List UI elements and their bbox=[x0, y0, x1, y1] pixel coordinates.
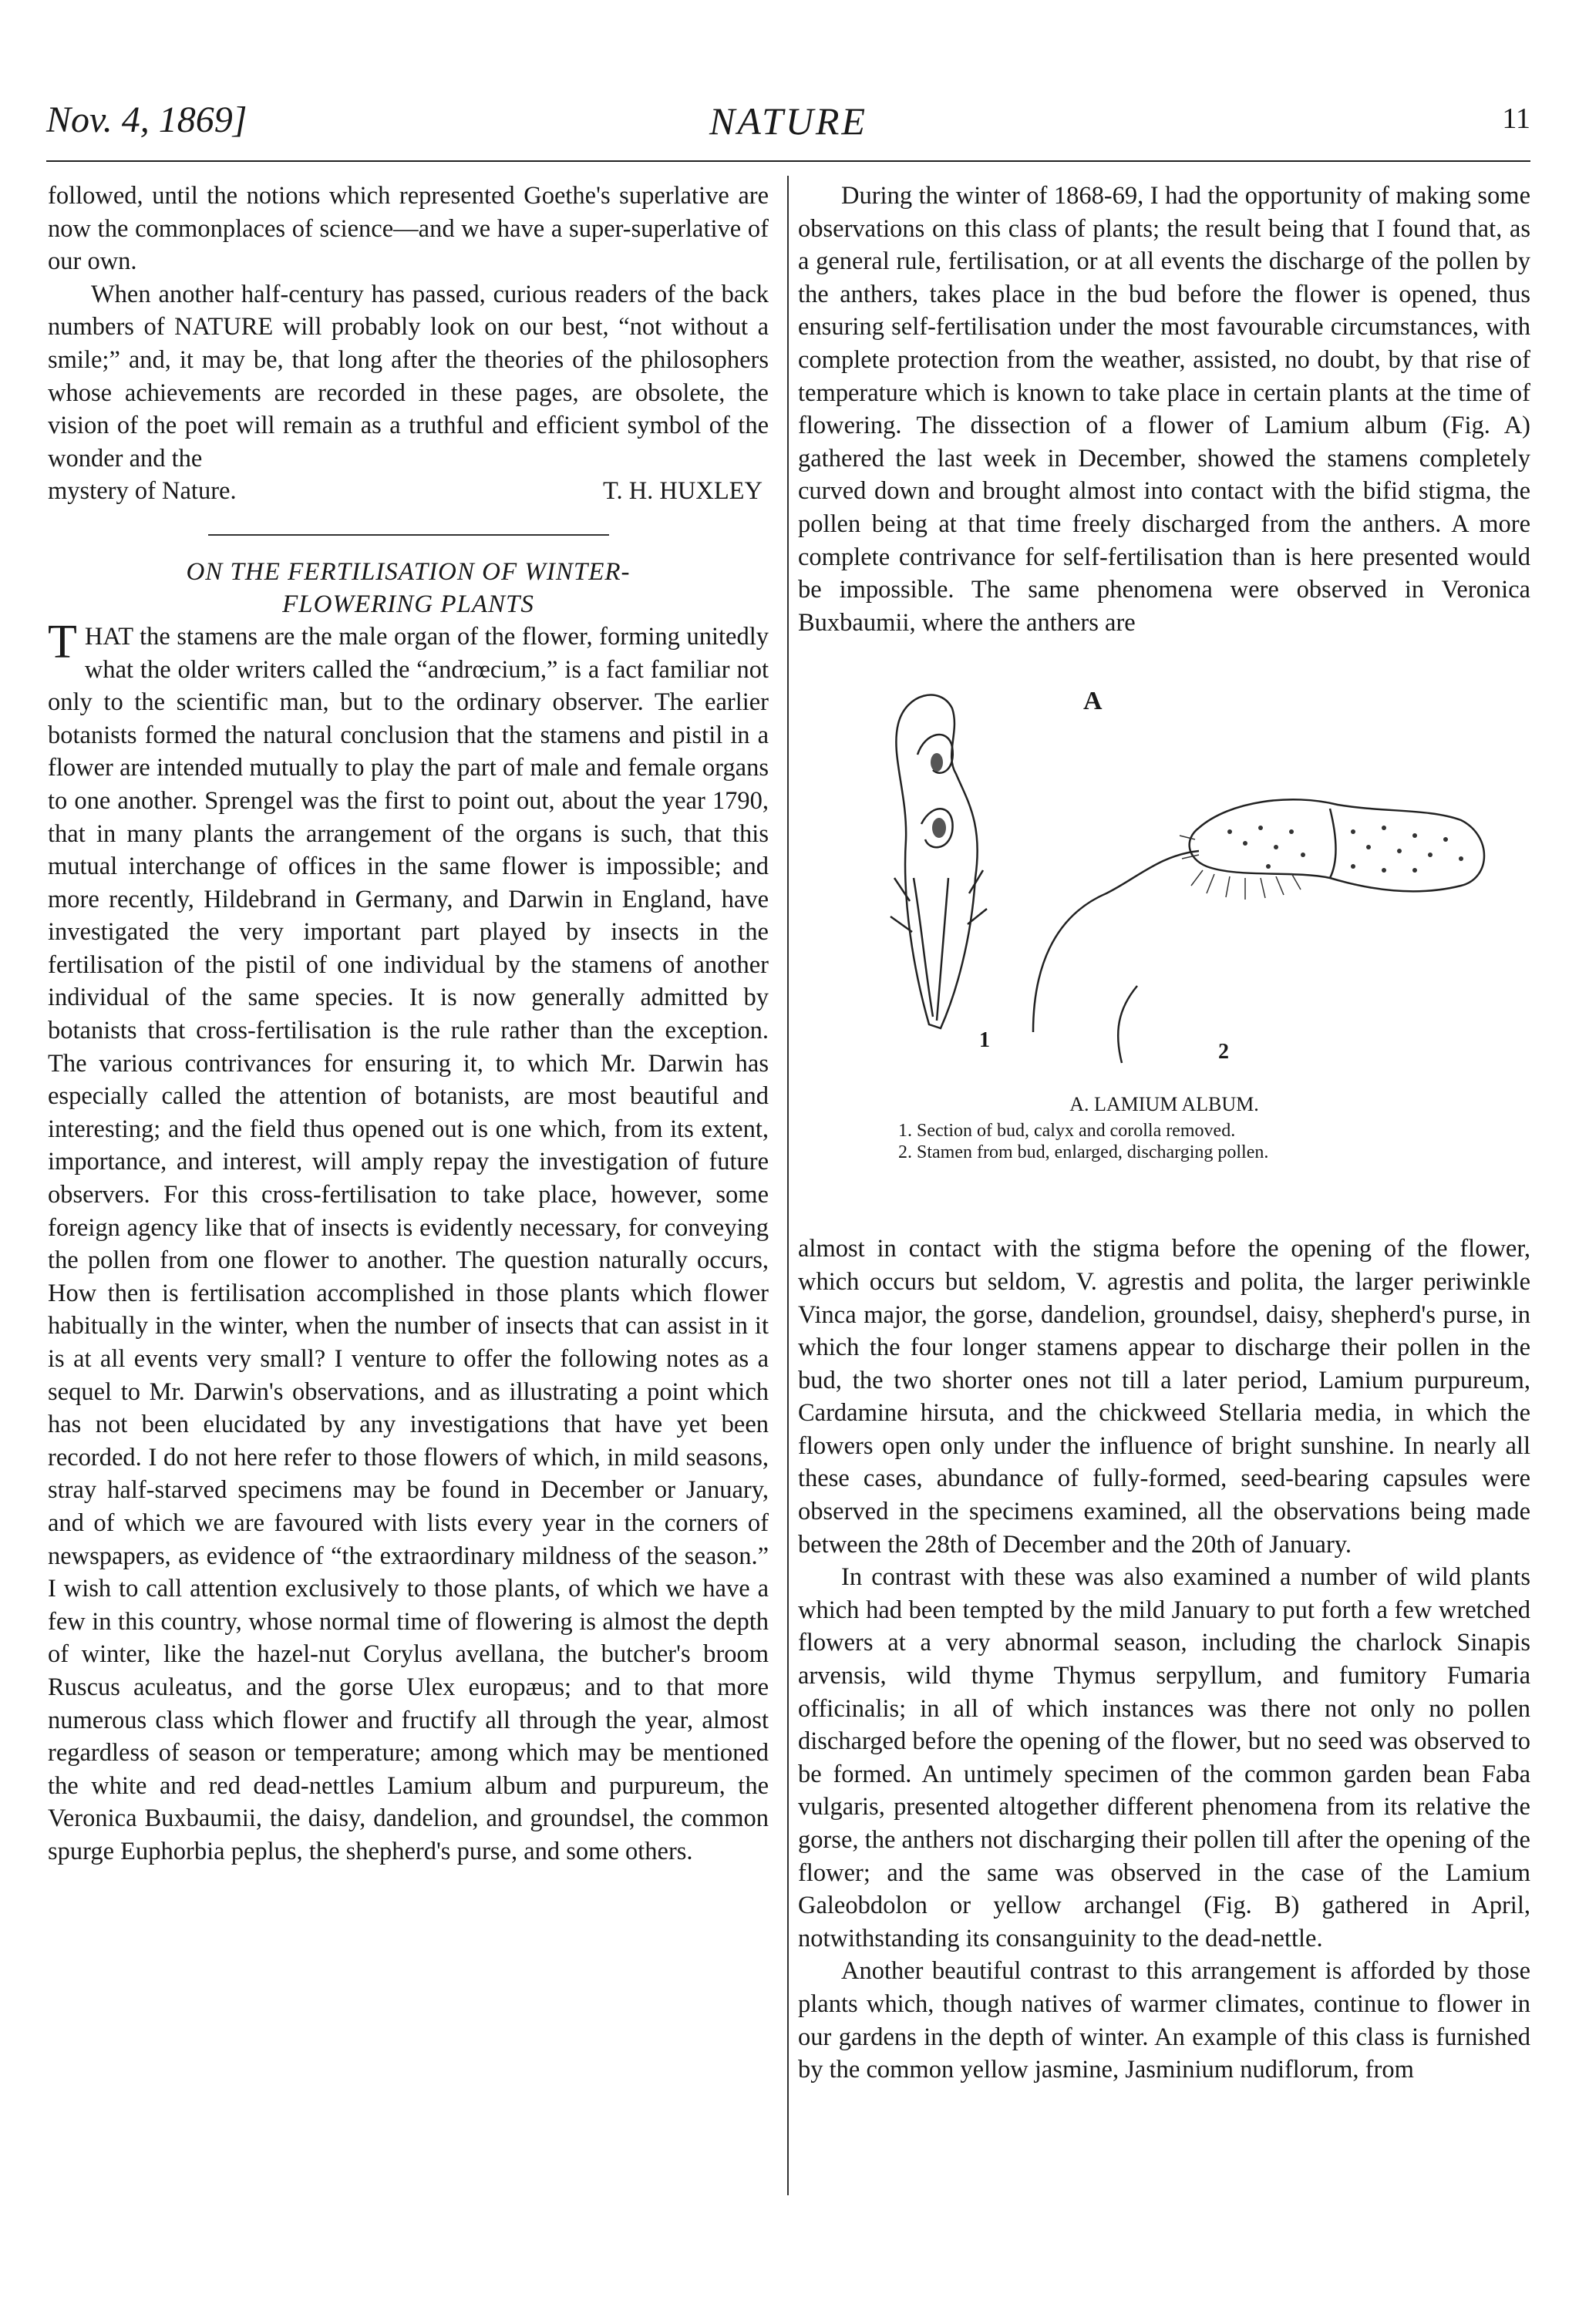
figure-caption-title: A. LAMIUM ALBUM. bbox=[1069, 1093, 1259, 1116]
body-paragraph: almost in contact with the stigma before the opening of the flower, which occurs but seldom, V. agrestis and polita, the larger periwinkle Vinca major, the gorse, dandelion, groundsel, daisy, shepherd's purse, in which the four longer stamens appear to discharge their pollen in the bud, the two shorter ones not till a later period, Lamium purpureum, Cardamine hirsuta, and the chickweed Stellaria media, in which the flowers open only under the influence of bright sunshine. In nearly all these cases, abundance of fully-formed, seed-bearing capsules were observed in the specimens examined, all the observations being made between the 28th of December and the 20th of January. bbox=[798, 1235, 1530, 1559]
anther-hairs bbox=[1180, 836, 1301, 900]
body-paragraph: In contrast with these was also examined a number of wild plants which had been tempted by the mild January to put forth a few wretched flowers at a very abnormal season, including the charlock Sinapis arvensis, wild thyme Thymus serpyllum, and fumitory Fumaria officinalis; in all of which instances was there not only no pollen discharged before the opening of the flower, but no seed was observed to be formed. An untimely specimen of the common garden bean Faba vulgaris, presented altogether different phenomena from its relative the gorse, the anthers not discharging their pollen till after the opening of the flower; and the same was observed in the case of the Lamium Galeobdolon or yellow archangel (Fig. B) gathered in April, notwithstanding its consanguinity to the dead-nettle. bbox=[798, 1563, 1530, 1952]
page-number: 11 bbox=[1502, 103, 1530, 135]
figure-lamium-album bbox=[798, 639, 1530, 1233]
figure-letter: A bbox=[1083, 687, 1103, 716]
body-paragraph: Another beautiful contrast to this arrangement is afforded by those plants which, though natives of warmer climates, continue to flower in our gardens in the depth of winter. An example of this class is furnished by the common yellow jasmine, Jasminium nudiflorum, from bbox=[798, 1957, 1530, 2084]
right-column bbox=[798, 180, 1530, 2087]
bud-anthers bbox=[931, 753, 946, 838]
article-divider bbox=[208, 534, 609, 536]
article-title bbox=[48, 556, 769, 621]
issue-date: Nov. 4, 1869] bbox=[46, 99, 247, 140]
pollen-grains bbox=[1227, 826, 1463, 873]
closing-line: mystery of Nature. bbox=[48, 477, 237, 506]
drop-cap: T bbox=[48, 615, 77, 668]
figure-caption-1: 1. Section of bud, calyx and corolla removed. bbox=[898, 1121, 1236, 1142]
figure-caption-2: 2. Stamen from bud, enlarged, discharging pollen. bbox=[898, 1142, 1269, 1163]
article-title-line-2: FLOWERING PLANTS bbox=[282, 590, 534, 618]
body-paragraph: When another half-century has passed, curious readers of the back numbers of NATURE will probably look on our best, “not without a smile;” and, it may be, that long after the theories of the philosophers whose achievements are recorded in these pages, are obsolete, the vision of the poet will remain as a truthful and efficient symbol of the wonder and the bbox=[48, 280, 769, 473]
body-paragraph: During the winter of 1868-69, I had the opportunity of making some observations on this class of plants; the result being that I found that, as a general rule, fertilisation, or at all events the discharge of the pollen by the anthers, takes place in the bud before the flower is opened, thus ensuring self-fertilisation under the most favourable circumstances, with complete protection from the weather, assisted, no doubt, by that rise of temperature which is known to take place in certain plants at the time of flowering. The dissection of a flower of Lamium album (Fig. A) gathered the last week in December, showed the stamens completely curved down and brought almost into contact with the bifid stigma, the pollen being at that time freely discharged from the anthers. A more complete contrivance for self-fertilisation than is here presented would be impossible. The same phenomena were observed in Veronica Buxbaumii, where the anthers are bbox=[798, 182, 1530, 637]
body-paragraph: followed, until the notions which represented Goethe's superlative are now the commonplaces of science—and we have a super-superlative of our own. bbox=[48, 182, 769, 276]
stamen-drawing bbox=[1033, 800, 1484, 1064]
header-rule bbox=[46, 160, 1530, 162]
author-signature: T. H. HUXLEY bbox=[603, 477, 763, 506]
figure-label-2: 2 bbox=[1218, 1040, 1229, 1064]
bud-section-drawing bbox=[891, 695, 987, 1028]
signature-line bbox=[48, 475, 769, 508]
column-divider bbox=[787, 176, 789, 2195]
article-paragraph bbox=[48, 615, 769, 1868]
article-first-paragraph-text: HAT the stamens are the male organ of the flower, forming unitedly what the older writers called the “andrœcium,” is a fact familiar not only to the scientific man, but to the ordinary observer. The earlier botanists formed the natural conclusion that the stamens and pistil in a flower are intended mutually to play the part of male and female organs to one another. Sprengel was the first to point out, about the year 1790, that in many plants the arrangement of the organs is such, that this mutual interchange of offices in the same flower is impossible; and more recently, Hildebrand in Germany, and Darwin in England, have investigated the very important part played by insects in the fertilisation of the pistil of one individual by the stamens of another individual of the same species. It is now generally admitted by botanists that cross-fertilisation is the rule rather than the exception. The various contrivances for ensuring it, to which Mr. Darwin has especially called the attention of botanists, are most beautiful and interesting; and the field thus opened out is one which, from its extent, importance, and interest, will amply repay the investigation of future observers. For this cross-fertilisation to take place, however, some foreign agency like that of insects is evidently necessary, for conveying the pollen from one flower to another. The question naturally occurs, How then is fertilisation accomplished in those plants which flower habitually in the winter, when the number of insects that can assist in it is at all events very small? I venture to offer the following notes as a sequel to Mr. Darwin's observations, and as illustrating a point which has not been elucidated by any investigations that have yet been recorded. I do not here refer to those flowers of which, in mild seasons, stray half-starved specimens may be found in December or January, and of which we are favoured with lists every year in the corners of newspapers, as evidence of “the extraordinary mildness of the season.” I wish to call attention exclusively to those plants, of which we have a few in this country, whose normal time of flowering is almost the depth of winter, like the hazel-nut Corylus avellana, the butcher's broom Ruscus aculeatus, and the gorse Ulex europæus; and to that more numerous class which flower and fructify all through the year, almost regardless of season or temperature; among which may be mentioned the white and red dead-nettles Lamium album and purpureum, the Veronica Buxbaumii, the daisy, dandelion, and groundsel, the common spurge Euphorbia peplus, the shepherd's purse, and some others. bbox=[48, 622, 769, 1865]
figure-label-1: 1 bbox=[979, 1028, 990, 1053]
left-column bbox=[48, 180, 769, 1868]
page-header bbox=[46, 99, 1530, 153]
journal-title: NATURE bbox=[709, 99, 868, 143]
article-title-line-1: ON THE FERTILISATION OF WINTER- bbox=[186, 557, 631, 586]
lamium-illustration bbox=[798, 647, 1530, 1078]
